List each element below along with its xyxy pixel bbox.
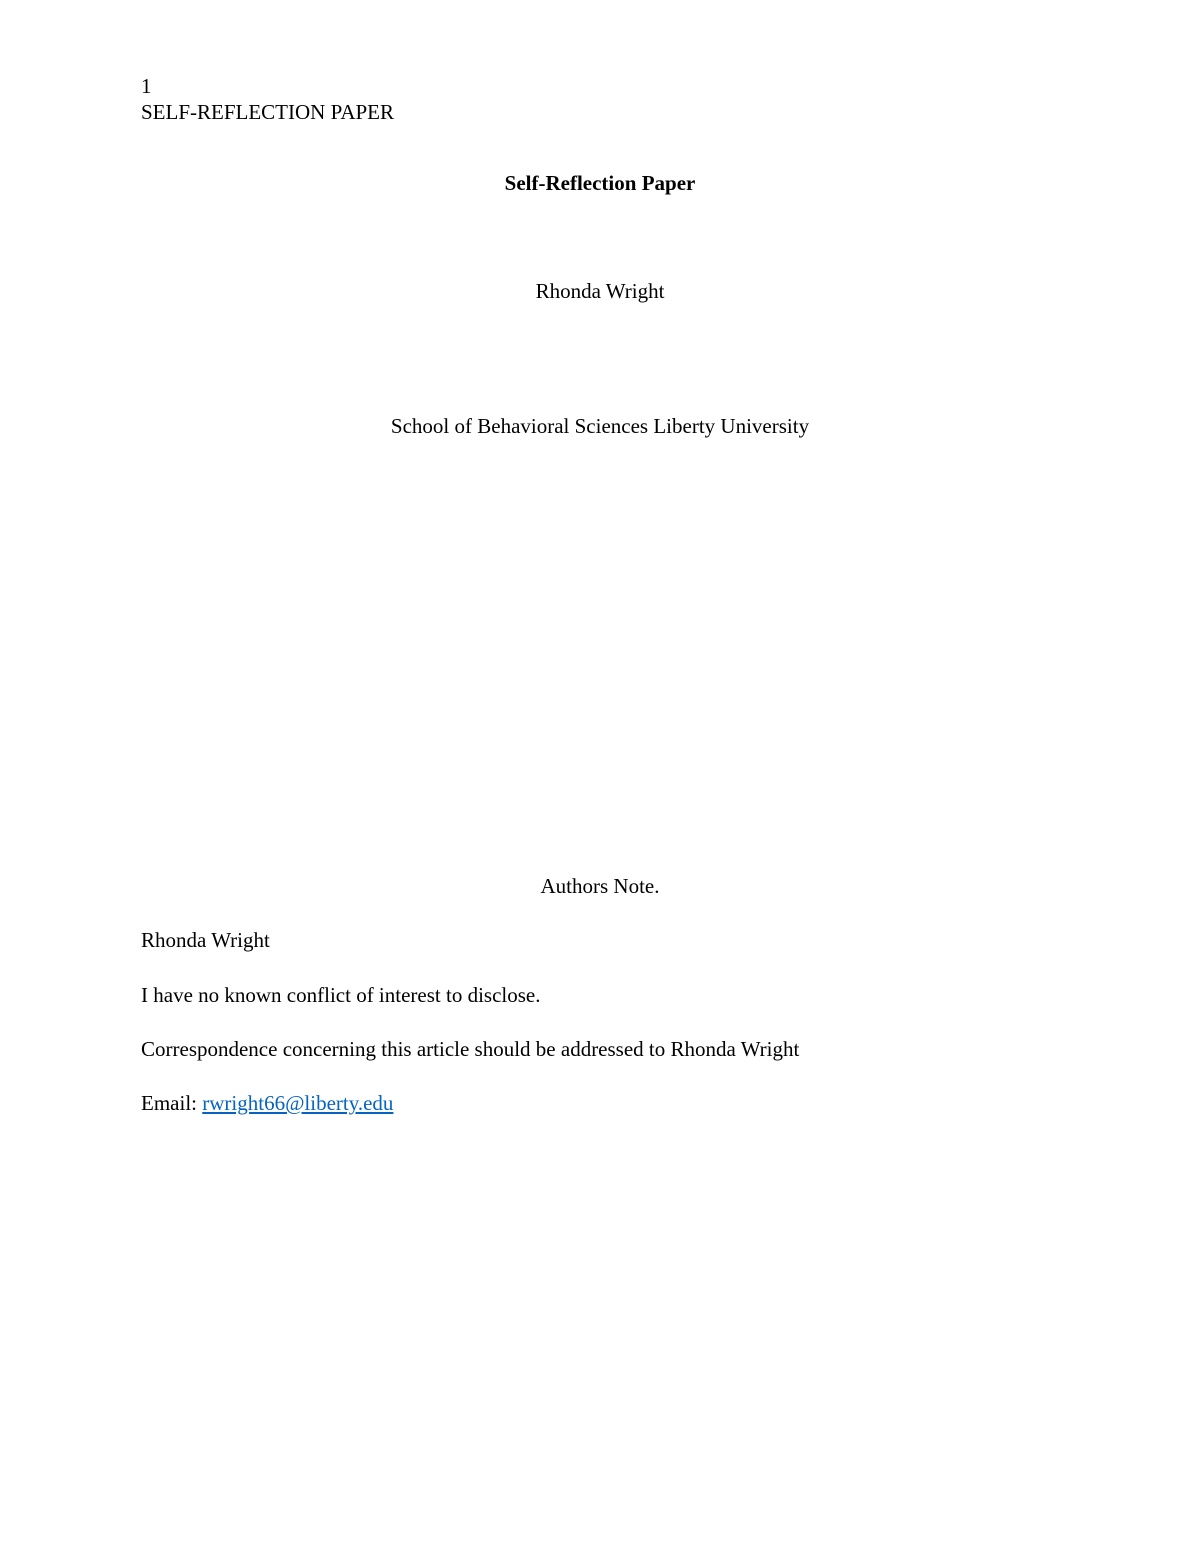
- email-label: Email:: [141, 1091, 203, 1115]
- author-note-heading: Authors Note.: [540, 874, 660, 898]
- email-line: [141, 1093, 393, 1114]
- institutional-affiliation: School of Behavioral Sciences Liberty University: [390, 414, 810, 438]
- paper-title: Self-Reflection Paper: [504, 171, 696, 195]
- page-number: 1: [141, 74, 152, 98]
- email-link[interactable]: rwright66@liberty.edu: [202, 1091, 394, 1115]
- running-head: SELF-REFLECTION PAPER: [141, 100, 395, 124]
- author-name: Rhonda Wright: [535, 279, 665, 303]
- conflict-of-interest-statement: I have no known conflict of interest to disclose.: [141, 983, 541, 1007]
- author-note-name: Rhonda Wright: [141, 928, 270, 952]
- correspondence-statement: Correspondence concerning this article should be addressed to Rhonda Wright: [141, 1037, 800, 1061]
